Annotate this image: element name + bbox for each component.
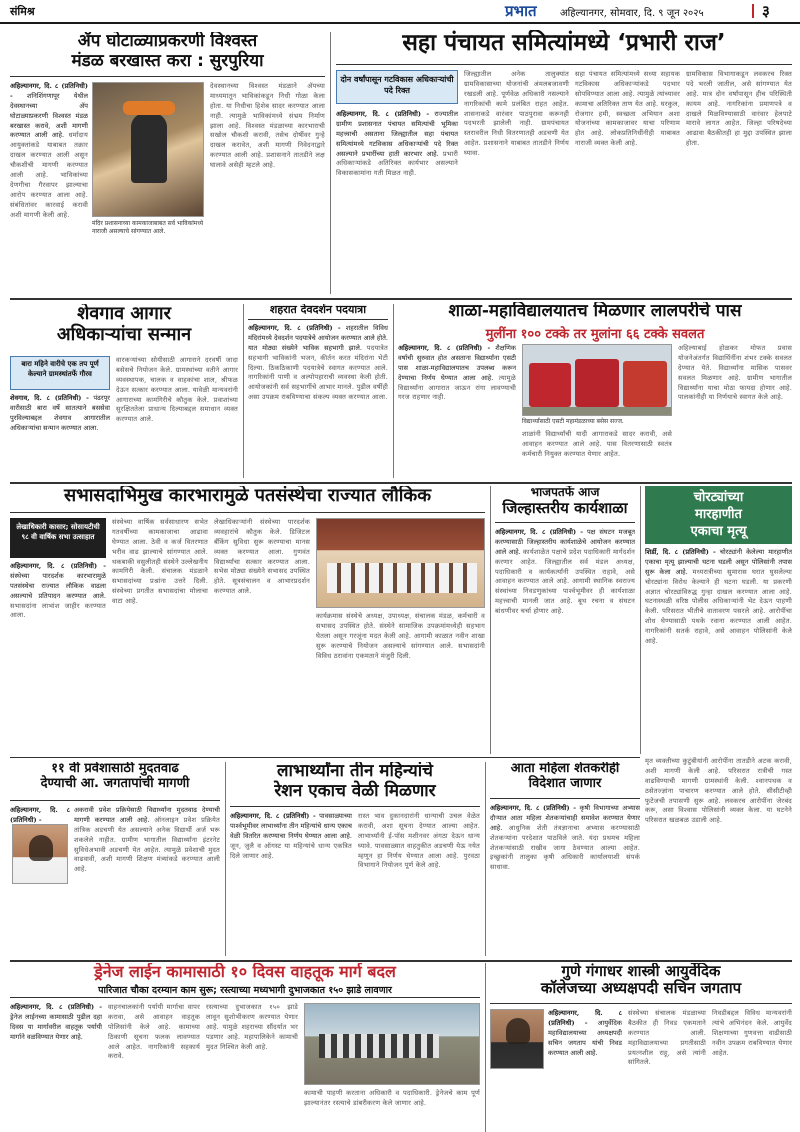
dateline: शिर्डी, दि. ८ (प्रतिनिधी) -: [645, 548, 716, 556]
article-lead: अकरावी प्रवेश प्रक्रियेसाठी विद्यार्थ्यांना मुदतवाढ देण्याची मागणी करण्यात आली आहे.: [74, 806, 220, 824]
dateline: अहिल्यानगर, दि. ८ (प्रतिनिधी) -: [336, 110, 430, 118]
article-lead: कृषी विभागाच्या अभ्यास दौऱ्यात आता महिला शेतकऱ्यांचाही समावेश करण्यात येणार आहे.: [490, 804, 640, 832]
dateline: अहिल्यानगर, दि. ८ (प्रतिनिधी) -: [490, 804, 576, 812]
article-ration: लाभार्थ्यांना तीन महिन्यांचे रेशन एकाच वेळी मिळणार अहिल्यानगर, दि. ८ (प्रतिनिधी) - पावसाळ्याच्या पार्श्वभूमीवर लाभार्थ्यांना तीन महिन्यांचे धान्य एकाच वेळी वितरित करण्याचा निर्णय घेण्यात आला आहे. जून, जुलै व ऑगस्ट या महिन्यांचे धान्य एकत्रित दिले जाणार आहे. रास्त भाव दुकानदारांनी धान्याची उचल वेळेत करावी, अशा सूचना देण्यात आल्या आहेत. लाभार्थ्यांनी ई-पॉस मशीनवर अंगठा देऊन धान्य घ्यावे. पावसाळ्यात वाहतुकीत अडचणी येऊ नयेत म्हणून हा निर्णय घेण्यात आला आहे. पुरवठा विभागाने नियोजन पूर्ण केले आहे.: [230, 762, 480, 870]
headline-line-2: मारहाणीत: [695, 506, 742, 522]
portrait-photo: [12, 824, 68, 884]
dateline: अहिल्यानगर, दि. ८ (प्रतिनिधी) -: [10, 562, 106, 570]
article-thief: चोरट्यांच्या मारहाणीत एकाचा मृत्यू शिर्डी, दि. ८ (प्रतिनिधी) - चोरट्यांनी केलेल्या मारहाणीत एकाचा मृत्यू झाल्याची घटना घडली असून पोलिसांनी तपास सुरू केला आहे. मध्यरात्रीच्या सुमारास घरात घुसलेल्या चोरट्यांना विरोध केल्याने ही घटना घडली. या प्रकरणी अज्ञात चोरट्यांविरुद्ध गुन्हा दाखल करण्यात आला आहे. घटनास्थळी वरिष्ठ पोलीस अधिकाऱ्यांनी भेट देऊन पाहणी केली. परिसरात भीतीचे वातावरण पसरले आहे. आरोपींचा शोध घेण्यासाठी पथके रवाना करण्यात आली आहेत. नागरिकांनी सतर्क राहावे, असे आवाहन पोलिसांनी केले आहे.: [645, 486, 792, 754]
headline-line-2: जिल्हास्तरीय कार्यशाळा: [502, 498, 628, 517]
masthead-divider: [752, 4, 754, 18]
article-lead: शहरातील विविध मंदिरांमध्ये देवदर्शन पदयात्रेचे आयोजन करण्यात आले होते. यात मोठ्या संख्येने भाविक सहभागी झाले.: [248, 324, 388, 352]
portrait-photo: [490, 1009, 544, 1069]
article-lead: संस्थेच्या पारदर्शक कारभारामुळे पतसंस्थेचा राज्यात लौकिक वाढला असल्याचे प्रतिपादन करण्यात आले.: [10, 571, 106, 600]
headline-line-2: रेशन एकाच वेळी मिळणार: [274, 780, 436, 801]
photo-caption: विद्यार्थ्यांसाठी एसटी महामंडळाच्या बसेस सज्ज.: [522, 418, 624, 425]
kicker-box: लेखाधिकारी कासार; सोसायटीची ९८ वी वार्षिक सभा उत्साहात: [10, 518, 106, 558]
headline: सभासदाभिमुख कारभारामुळे पतसंस्थेचा राज्यात लौकिक: [63, 486, 432, 506]
roadwork-photo: [304, 1003, 480, 1085]
headline-line-2: देण्याची आ. जगतापांची मागणी: [40, 775, 190, 791]
headline: ॲप घोटाळ्याप्रकरणी विश्वस्त: [77, 32, 258, 51]
dateline: अहिल्यानगर, दि. ८ (प्रतिनिधी) -: [248, 324, 341, 332]
headline-line-3: एकाचा मृत्यू: [690, 523, 747, 539]
dateline: अहिल्यानगर, दि. ८ (प्रतिनिधी) -: [10, 82, 88, 100]
temple-photo: [92, 82, 204, 217]
meeting-photo: [316, 518, 485, 608]
headline: गुणे गंगाधर शास्त्री आयुर्वेदिक: [561, 963, 721, 980]
article-panchayat: सहा पंचायत समित्यांमध्ये ‘प्रभारी राज’ दोन वर्षांपासून गटविकास अधिकाऱ्यांची पदे रिक्त अहिल्यानगर, दि. ८ (प्रतिनिधी) - राज्यातील ग्रामीण प्रशासनात पंचायत समित्यांची भूमिका महत्त्वाची असताना जिल्ह्यातील सहा पंचायत समित्यांमध्ये गटविकास अधिकाऱ्यांची पदे रिक्त असल्याने प्रभारींच्या हाती कारभार आहे. प्रभारी अधिकाऱ्यांकडे अतिरिक्त कार्यभार असल्याने विकासकामांना गती मिळत नाही. जिल्ह्यातील अनेक तालुक्यांत ग्रामविकासाच्या योजनांची अंमलबजावणी रखडली आहे. पूर्णवेळ अधिकारी नसल्याने नागरिकांची कामे प्रलंबित राहत आहेत. शासनाकडे वारंवार पाठपुरावा करूनही पदभरती झालेली नाही. ग्रामपंचायत स्तरावरील निधी वितरणातही अडचणी येत आहेत. प्रशासनाने याबाबत तातडीने निर्णय घ्यावा. सहा पंचायत समित्यांमध्ये सध्या सहायक गटविकास अधिकाऱ्यांकडे पदभार सोपविण्यात आला आहे. त्यामुळे त्यांच्यावर कामाचा अतिरिक्त ताण येत आहे. घरकुल, रोजगार हमी, स्वच्छता अभियान अशा योजनांच्या कामकाजावर याचा परिणाम होत आहे. लोकप्रतिनिधींनीही याबाबत नाराजी व्यक्त केली आहे. ग्रामविकास विभागाकडून लवकरच रिक्त पदे भरली जातील, असे सांगण्यात येत आहे. मात्र दोन वर्षांपासून हीच परिस्थिती कायम आहे. नागरिकांना प्रमाणपत्रे व दाखले मिळविण्यासाठी वारंवार हेलपाटे मारावे लागत आहेत. जिल्हा परिषदेच्या आढावा बैठकीतही हा मुद्दा उपस्थित झाला होता.: [336, 30, 792, 178]
article-lead: ड्रेनेज लाईनच्या कामासाठी पुढील दहा दिवस या मार्गावरील वाहतूक पर्यायी मार्गाने वळविण्यात येणार आहे.: [10, 1012, 102, 1041]
page-masthead: [0, 0, 800, 24]
article-app-scam: ॲप घोटाळ्याप्रकरणी विश्वस्त मंडळ बरखास्त करा : सुरपुरिया अहिल्यानगर, दि. ८ (प्रतिनिधी) - शनिशिंगणापूर येथील देवस्थानच्या ॲप घोटाळ्याप्रकरणी विश्वस्त मंडळ बरखास्त करावे, अशी मागणी करण्यात आली आहे. धर्मादाय आयुक्तांकडे याबाबत तक्रार दाखल करण्यात आली असून चौकशीची मागणी करण्यात आली आहे. भाविकांच्या देणगीचा गैरवापर झाल्याचा आरोप करण्यात आला आहे. संबंधितांवर कारवाई करावी अशी मागणी केली आहे. मंदिर प्रशासनाच्या कामकाजाबाबत सर्व भाविकांमध्ये नाराजी असल्याचे सांगण्यात आले. देवस्थानच्या विश्वस्त मंडळाने ॲपच्या माध्यमातून भाविकांकडून निधी गोळा केला होता. या निधीचा हिशेब सादर करण्यात आला नाही. त्यामुळे भाविकांमध्ये संभ्रम निर्माण झाला आहे. विश्वस्त मंडळाच्या कारभाराची सखोल चौकशी करावी, तसेच दोषींवर गुन्हे दाखल करावेत, अशी मागणी निवेदनाद्वारे करण्यात आली आहे. प्रशासनाने तातडीने लक्ष घालावे असेही म्हटले आहे.: [10, 32, 325, 236]
headline: शाळा-महाविद्यालयातच मिळणार लालपरीचे पास: [448, 302, 742, 321]
article-credit-society: सभासदाभिमुख कारभारामुळे पतसंस्थेचा राज्यात लौकिक लेखाधिकारी कासार; सोसायटीची ९८ वी वार्षिक सभा उत्साहात अहिल्यानगर, दि. ८ (प्रतिनिधी) - संस्थेच्या पारदर्शक कारभारामुळे पतसंस्थेचा राज्यात लौकिक वाढला असल्याचे प्रतिपादन करण्यात आले. सभासदांना लाभांश जाहीर करण्यात आला. संस्थेच्या वार्षिक सर्वसाधारण सभेत गतवर्षीच्या कामकाजाचा आढावा घेण्यात आला. ठेवी व कर्ज वितरणात भरीव वाढ झाल्याचे सांगण्यात आले. थकबाकी वसुलीतही संस्थेने उल्लेखनीय कामगिरी केली. संचालक मंडळाने सभासदांच्या प्रश्नांना उत्तरे दिली. संस्थेच्या प्रगतीत सभासदांचा मोलाचा वाटा आहे. लेखाधिकाऱ्यांनी संस्थेच्या पारदर्शक व्यवहारांचे कौतुक केले. डिजिटल बँकिंग सुविधा सुरू करण्याचा मानस व्यक्त करण्यात आला. गुणवंत विद्यार्थ्यांचा सत्कार करण्यात आला. सभेस मोठ्या संख्येने सभासद उपस्थित होते. सूत्रसंचालन व आभारप्रदर्शन करण्यात आले. कार्यक्रमास संस्थेचे अध्यक्ष, उपाध्यक्ष, संचालक मंडळ, कर्मचारी व सभासद उपस्थित होते. संस्थेने सामाजिक उपक्रमांमध्येही सहभाग घेतला असून गरजूंना मदत केली आहे. आगामी काळात नवीन शाखा सुरू करण्याचे नियोजन असल्याचे सांगण्यात आले. सभासदांनी विविध ठरावांना एकमताने मंजुरी दिली.: [10, 486, 485, 660]
headline: लाभार्थ्यांना तीन महिन्यांचे: [277, 762, 433, 781]
article-lead: शनिशिंगणापूर येथील देवस्थानच्या ॲप घोटाळ्याप्रकरणी विश्वस्त मंडळ बरखास्त करावे, अशी मागणी करण्यात आली आहे.: [10, 91, 88, 140]
kicker-box: बारा महिने वारीचे एक तप पूर्ण केल्याने ग्रामस्थांतर्फे गौरव: [10, 356, 110, 390]
headline: ११ वी प्रवेशासाठी मुदतवाढ: [51, 762, 179, 776]
article-admission-body: अहिल्यानगर, दि. ८ (प्रतिनिधी) - अकरावी प्रवेश प्रक्रियेसाठी विद्यार्थ्यांना मुदतवाढ देण्याची मागणी करण्यात आली आहे. ऑनलाइन प्रवेश प्रक्रियेत तांत्रिक अडचणी येत असल्याने अनेक विद्यार्थी अर्ज भरू शकलेले नाहीत. ग्रामीण भागातील विद्यार्थ्यांना इंटरनेट सुविधेअभावी अडचणी येत आहेत. त्यामुळे प्रवेशाची मुदत वाढवावी, अशी मागणी शिक्षण मंत्र्यांकडे करण्यात आली आहे.: [10, 800, 220, 956]
headline: ड्रेनेज लाईन कामासाठी १० दिवस वाहतूक मार्ग बदल: [94, 963, 396, 981]
page-number: ३: [762, 2, 770, 20]
dateline: अहिल्यानगर, दि. ८ (प्रतिनिधी) -: [398, 344, 491, 352]
article-padyatra: शहरात देवदर्शन पदयात्रा अहिल्यानगर, दि. ८ (प्रतिनिधी) - शहरातील विविध मंदिरांमध्ये देवदर्शन पदयात्रेचे आयोजन करण्यात आले होते. यात मोठ्या संख्येने भाविक सहभागी झाले. पदयात्रेत सहभागी भाविकांनी भजन, कीर्तन करत मंदिरांना भेटी दिल्या. ठिकठिकाणी पदयात्रेचे स्वागत करण्यात आले. नागरिकांनी पाणी व अल्पोपहाराची व्यवस्था केली होती. आयोजकांनी सर्व सहभागींचे आभार मानले. पुढील वर्षीही असा उपक्रम राबविण्याचा संकल्प व्यक्त करण्यात आला.: [248, 304, 388, 402]
headline-line-2: विदेशात जाणार: [528, 775, 602, 791]
dateline: अहिल्यानगर, दि. ८ (प्रतिनिधी) -: [230, 812, 316, 820]
newspaper-logo: प्रभात: [505, 2, 537, 20]
headline: शेवगाव आगार: [77, 304, 171, 324]
article-lead: आयुर्वेदिक महाविद्यालयाच्या अध्यक्षपदी सचिन जगताप यांची निवड करण्यात आली आहे.: [548, 1018, 622, 1057]
photo-caption: मंदिर प्रशासनाच्या कामकाजाबाबत सर्व भाविकांमध्ये नाराजी असल्याचे सांगण्यात आले.: [92, 220, 204, 236]
article-women-farmers: आता महिला शेतकरीही विदेशात जाणार अहिल्यानगर, दि. ८ (प्रतिनिधी) - कृषी विभागाच्या अभ्यास दौऱ्यात आता महिला शेतकऱ्यांचाही समावेश करण्यात येणार आहे. आधुनिक शेती तंत्रज्ञानाचा अभ्यास करण्यासाठी शेतकऱ्यांना परदेशात पाठविले जाते. यंदा प्रथमच महिला शेतकऱ्यांसाठी राखीव जागा ठेवण्यात आल्या आहेत. इच्छुकांनी तालुका कृषी अधिकारी कार्यालयाशी संपर्क साधावा.: [490, 762, 640, 872]
subheadline: मुलींना १०० टक्के तर मुलांना ६६ टक्के सवलत: [485, 326, 705, 342]
dateline: अहिल्यानगर, दि. ८ (प्रतिनिधी) -: [495, 528, 583, 536]
article-bjp-workshop: भाजपतर्फे आज जिल्हास्तरीय कार्यशाळा अहिल्यानगर, दि. ८ (प्रतिनिधी) - पक्ष संघटन मजबूत करण्यासाठी जिल्हास्तरीय कार्यशाळेचे आयोजन करण्यात आले आहे. कार्यशाळेत पक्षाचे प्रदेश पदाधिकारी मार्गदर्शन करणार आहेत. जिल्ह्यातील सर्व मंडल अध्यक्ष, पदाधिकारी व कार्यकर्त्यांनी उपस्थित राहावे, असे आवाहन करण्यात आले आहे. आगामी स्थानिक स्वराज्य संस्थांच्या निवडणुकांच्या पार्श्वभूमीवर ही कार्यशाळा महत्त्वाची मानली जात आहे. बूथ रचना व संघटन बांधणीवर चर्चा होणार आहे.: [495, 486, 635, 616]
kicker-box: दोन वर्षांपासून गटविकास अधिकाऱ्यांची पदे रिक्त: [336, 70, 458, 104]
article-lead: पक्ष संघटन मजबूत करण्यासाठी जिल्हास्तरीय कार्यशाळेचे आयोजन करण्यात आले आहे.: [495, 528, 635, 556]
article-bus-pass: शाळा-महाविद्यालयातच मिळणार लालपरीचे पास मुलींना १०० टक्के तर मुलांना ६६ टक्के सवलत अहिल्यानगर, दि. ८ (प्रतिनिधी) - शैक्षणिक वर्षाची सुरुवात होत असताना विद्यार्थ्यांना एसटी पास शाळा-महाविद्यालयातच उपलब्ध करून देण्याचा निर्णय घेण्यात आला आहे. त्यामुळे विद्यार्थ्यांना आगारात जाऊन रांगा लावण्याची गरज राहणार नाही. विद्यार्थ्यांसाठी एसटी महामंडळाच्या बसेस सज्ज. शाळांनी विद्यार्थ्यांची यादी आगाराकडे सादर करावी, असे आवाहन करण्यात आले आहे. पास वितरणासाठी स्वतंत्र कर्मचारी नियुक्त करण्यात येणार आहेत. अहिल्याबाई होळकर मोफत प्रवास योजनेअंतर्गत विद्यार्थिनींना शंभर टक्के सवलत देण्यात येते. विद्यार्थ्यांना मासिक पासवर सवलत मिळणार आहे. ग्रामीण भागातील विद्यार्थ्यांना याचा मोठा फायदा होणार आहे. पालकांनीही या निर्णयाचे स्वागत केले आहे.: [398, 302, 792, 458]
dateline: शेवगाव, दि. ८ (प्रतिनिधी) -: [10, 394, 89, 402]
headline-line-2: अधिकाऱ्यांचा सन्मान: [56, 323, 192, 345]
headline: सहा पंचायत समित्यांमध्ये ‘प्रभारी राज’: [402, 30, 726, 56]
article-lead: राज्यातील ग्रामीण प्रशासनात पंचायत समित्यांची भूमिका महत्त्वाची असताना जिल्ह्यातील सहा पंचायत समित्यांमध्ये गटविकास अधिकाऱ्यांची पदे रिक्त असल्याने प्रभारींच्या हाती कारभार आहे.: [336, 110, 458, 158]
article-drainage: ड्रेनेज लाईन कामासाठी १० दिवस वाहतूक मार्ग बदल पारिजात चौका दरम्यान काम सुरू; रस्त्याच्या मध्यभागी दुभाजकात १५० झाडे लावणार अहिल्यानगर, दि. ८ (प्रतिनिधी) - ड्रेनेज लाईनच्या कामासाठी पुढील दहा दिवस या मार्गावरील वाहतूक पर्यायी मार्गाने वळविण्यात येणार आहे. वाहनचालकांनी पर्यायी मार्गाचा वापर करावा, असे आवाहन वाहतूक पोलिसांनी केले आहे. कामाच्या ठिकाणी सूचना फलक लावण्यात आले आहेत. नागरिकांनी सहकार्य करावे. रस्त्याच्या दुभाजकात १५० झाडे लावून सुशोभीकरण करण्यात येणार आहे. यामुळे शहराच्या सौंदर्यात भर पडणार आहे. महापालिकेने कामाची मुदत निश्चित केली आहे. कामाची पाहणी करताना अधिकारी व पदाधिकारी. ड्रेनेजचे काम पूर्ण झाल्यानंतर रस्त्याचे डांबरीकरण केले जाणार आहे.: [10, 963, 480, 1107]
article-lead: चोरट्यांनी केलेल्या मारहाणीत एकाचा मृत्यू झाल्याची घटना घडली असून पोलिसांनी तपास सुरू केला आहे.: [645, 548, 792, 576]
headline-box: [645, 486, 792, 544]
headline: भाजपतर्फे आज: [530, 486, 600, 499]
article-shevgaon: शेवगाव आगार अधिकाऱ्यांचा सन्मान बारा महिने वारीचे एक तप पूर्ण केल्याने ग्रामस्थांतर्फे गौरव शेवगाव, दि. ८ (प्रतिनिधी) - पंढरपूर वारीसाठी बारा वर्षे सातत्याने बससेवा पुरविल्याबद्दल शेवगाव आगारातील अधिकाऱ्यांचा सन्मान करण्यात आला. वारकऱ्यांच्या सोयीसाठी आगाराने दरवर्षी जादा बसेसचे नियोजन केले. ग्रामस्थांच्या वतीने आगार व्यवस्थापक, चालक व वाहकांचा शाल, श्रीफळ देऊन सत्कार करण्यात आला. यावेळी मान्यवरांनी आगाराच्या कामगिरीचे कौतुक केले. प्रवाशांच्या सुरक्षिततेला प्राधान्य दिल्याबद्दल समाधान व्यक्त करण्यात आले.: [10, 304, 238, 432]
headline-line-2: मंडळ बरखास्त करा : सुरपुरिया: [71, 50, 264, 71]
article-lead: पंढरपूर वारीसाठी बारा वर्षे सातत्याने बससेवा पुरविल्याबद्दल शेवगाव आगारातील अधिकाऱ्यांचा सन्मान करण्यात आला.: [10, 394, 110, 432]
dateline: अहिल्यानगर, दि. ८ (प्रतिनिधी) -: [10, 1003, 102, 1011]
article-lead: शैक्षणिक वर्षाची सुरुवात होत असताना विद्यार्थ्यांना एसटी पास शाळा-महाविद्यालयातच उपलब्ध करून देण्याचा निर्णय घेण्यात आला आहे.: [398, 344, 516, 382]
article-lead: पावसाळ्याच्या पार्श्वभूमीवर लाभार्थ्यांना तीन महिन्यांचे धान्य एकाच वेळी वितरित करण्याचा निर्णय घेण्यात आला आहे.: [230, 812, 352, 840]
article-ayurvedic-college: गुणे गंगाधर शास्त्री आयुर्वेदिक कॉलेजच्या अध्यक्षपदी सचिन जगताप अहिल्यानगर, दि. ८ (प्रतिनिधी) - आयुर्वेदिक महाविद्यालयाच्या अध्यक्षपदी सचिन जगताप यांची निवड करण्यात आली आहे. संस्थेच्या संचालक मंडळाच्या बैठकीत ही निवड एकमताने करण्यात आली. महाविद्यालयाच्या प्रगतीसाठी प्रयत्नशील राहू, असे त्यांनी सांगितले. निवडीबद्दल विविध मान्यवरांनी त्यांचे अभिनंदन केले. आयुर्वेद शिक्षणाच्या गुणवत्ता वाढीसाठी नवीन उपक्रम राबविण्यात येणार आहेत.: [490, 963, 792, 1132]
headline: चोरट्यांच्या: [693, 490, 744, 505]
subheadline: पारिजात चौका दरम्यान काम सुरू; रस्त्याच्या मध्यभागी दुभाजकात १५० झाडे लावणार: [98, 985, 392, 997]
dateline: अहिल्यानगर, दि. ८ (प्रतिनिधी) -: [10, 806, 70, 824]
dateline: अहिल्यानगर, दि. ८ (प्रतिनिधी) -: [548, 1009, 622, 1027]
headline: आता महिला शेतकरीही: [510, 762, 620, 776]
bus-photo: [522, 344, 672, 416]
headline-line-2: कॉलेजच्या अध्यक्षपदी सचिन जगताप: [540, 979, 742, 998]
issue-date: अहिल्यानगर, सोमवार, दि. ९ जून २०२५: [560, 8, 704, 19]
section-label: संमिश्र: [10, 5, 35, 18]
headline: शहरात देवदर्शन पदयात्रा: [269, 304, 367, 316]
